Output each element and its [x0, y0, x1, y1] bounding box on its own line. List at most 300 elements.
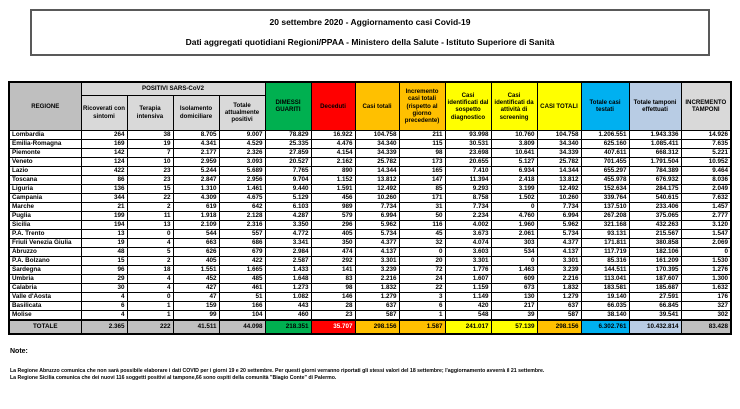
- value-cell: 6.302.761: [581, 320, 629, 334]
- value-cell: 456: [311, 193, 355, 202]
- value-cell: 23.698: [445, 148, 491, 157]
- table-row: [9, 274, 731, 283]
- table-row: [9, 130, 731, 139]
- value-cell: 637: [355, 301, 399, 310]
- value-cell: 455.978: [581, 175, 629, 184]
- value-cell: 35.707: [311, 320, 355, 334]
- value-cell: 989: [311, 202, 355, 211]
- table-row: [9, 157, 731, 166]
- table-row: [9, 229, 731, 238]
- value-cell: 9.704: [265, 175, 311, 184]
- value-cell: 20.655: [445, 157, 491, 166]
- value-cell: 10.641: [491, 148, 537, 157]
- value-cell: 296: [311, 220, 355, 229]
- region-name: Valle d'Aosta: [9, 292, 81, 301]
- value-cell: 13.812: [355, 175, 399, 184]
- value-cell: 10.260: [537, 193, 581, 202]
- value-cell: 4: [127, 283, 173, 292]
- value-cell: 93.998: [445, 130, 491, 139]
- value-cell: 7.734: [537, 202, 581, 211]
- notes-heading: Note:: [10, 347, 28, 355]
- value-cell: 27.591: [629, 292, 681, 301]
- value-cell: 1.149: [445, 292, 491, 301]
- value-cell: 609: [491, 274, 537, 283]
- region-name: Friuli Venezia Giulia: [9, 238, 81, 247]
- value-cell: 1.943.336: [629, 130, 681, 139]
- col-header-casi-totali: Casi totali: [355, 82, 399, 130]
- value-cell: 165: [399, 166, 445, 175]
- region-name: Piemonte: [9, 148, 81, 157]
- value-cell: 1.300: [681, 274, 731, 283]
- value-cell: 16.922: [311, 130, 355, 139]
- value-cell: 7.635: [681, 139, 731, 148]
- value-cell: 27.859: [265, 148, 311, 157]
- value-cell: 642: [219, 202, 265, 211]
- value-cell: 169: [81, 139, 127, 148]
- value-cell: 1.273: [265, 283, 311, 292]
- value-cell: 144.511: [581, 265, 629, 274]
- value-cell: 10.260: [355, 193, 399, 202]
- note-line-abruzzo: La Regione Abruzzo comunica che non sarà possibile elaborare i dati COVID per i giorni 19 e 20 settembre. Per questi giorni verranno riportati gli stessi valori del 18 settembre; l'aggiornamento avverrà il 21 settembre.: [10, 367, 545, 374]
- value-cell: 0: [681, 247, 731, 256]
- value-cell: 7.734: [445, 202, 491, 211]
- value-cell: 4.377: [355, 238, 399, 247]
- col-header-ricoverati: Ricoverati con sintomi: [81, 95, 127, 130]
- value-cell: 57.139: [491, 320, 537, 334]
- value-cell: 6.994: [355, 211, 399, 220]
- value-cell: 99: [173, 310, 219, 320]
- value-cell: 375.065: [629, 211, 681, 220]
- value-cell: 176: [681, 292, 731, 301]
- value-cell: 2.365: [81, 320, 127, 334]
- value-cell: 25.335: [265, 139, 311, 148]
- value-cell: 5.221: [681, 148, 731, 157]
- table-row: [9, 292, 731, 301]
- value-cell: 13: [127, 220, 173, 229]
- value-cell: 587: [537, 310, 581, 320]
- region-name: Marche: [9, 202, 81, 211]
- region-name: Veneto: [9, 157, 81, 166]
- value-cell: 2.959: [173, 157, 219, 166]
- value-cell: 8.705: [173, 130, 219, 139]
- value-cell: 142: [81, 148, 127, 157]
- value-cell: 22: [127, 193, 173, 202]
- value-cell: 1.607: [445, 274, 491, 283]
- notes-section: [10, 348, 740, 382]
- value-cell: 432.263: [629, 220, 681, 229]
- value-cell: 679: [219, 247, 265, 256]
- value-cell: 7.632: [681, 193, 731, 202]
- value-cell: 104: [219, 310, 265, 320]
- value-cell: 461: [219, 283, 265, 292]
- col-header-sospetto-diagnostico: Casi identificati dal sospetto diagnostico: [445, 82, 491, 130]
- value-cell: 1.085.411: [629, 139, 681, 148]
- value-cell: 4: [127, 274, 173, 283]
- value-cell: 673: [491, 283, 537, 292]
- col-header-terapia-intensiva: Terapia intensiva: [127, 95, 173, 130]
- region-name: Lazio: [9, 166, 81, 175]
- value-cell: 34.340: [537, 139, 581, 148]
- value-cell: 217: [491, 301, 537, 310]
- value-cell: 170.395: [629, 265, 681, 274]
- value-cell: 2.777: [681, 211, 731, 220]
- value-cell: 7.410: [445, 166, 491, 175]
- value-cell: 587: [355, 310, 399, 320]
- value-cell: 72: [399, 265, 445, 274]
- value-cell: 117.719: [581, 247, 629, 256]
- value-cell: 1: [127, 301, 173, 310]
- region-name: P.A. Bolzano: [9, 256, 81, 265]
- value-cell: 233.406: [629, 202, 681, 211]
- value-cell: 1.530: [681, 256, 731, 265]
- value-cell: 544: [173, 229, 219, 238]
- value-cell: 302: [681, 310, 731, 320]
- bulletin-subtitle: Dati aggregati quotidiani Regioni/PPAA - Ministero della Salute - Istituto Superiore di Sanità: [185, 36, 555, 47]
- value-cell: 540.615: [629, 193, 681, 202]
- header-row-group: [9, 82, 731, 95]
- value-cell: 1.960: [491, 220, 537, 229]
- value-cell: 14.344: [537, 166, 581, 175]
- value-cell: 14.344: [355, 166, 399, 175]
- value-cell: 5.689: [219, 166, 265, 175]
- value-cell: 701.455: [581, 157, 629, 166]
- value-cell: 136: [81, 184, 127, 193]
- value-cell: 3.673: [445, 229, 491, 238]
- value-cell: 2.128: [219, 211, 265, 220]
- value-cell: 4.377: [537, 238, 581, 247]
- value-cell: 5.244: [173, 166, 219, 175]
- value-cell: 98: [399, 148, 445, 157]
- value-cell: 6.934: [491, 166, 537, 175]
- value-cell: 124: [81, 157, 127, 166]
- value-cell: 443: [265, 301, 311, 310]
- value-cell: 663: [173, 238, 219, 247]
- value-cell: 327: [681, 301, 731, 310]
- value-cell: 5: [127, 247, 173, 256]
- value-cell: 3.093: [219, 157, 265, 166]
- value-cell: 171.811: [581, 238, 629, 247]
- value-cell: 9.464: [681, 166, 731, 175]
- value-cell: 380.858: [629, 238, 681, 247]
- value-cell: 1: [399, 310, 445, 320]
- value-cell: 241.017: [445, 320, 491, 334]
- value-cell: 676.932: [629, 175, 681, 184]
- value-cell: 66.035: [581, 301, 629, 310]
- value-cell: 339.764: [581, 193, 629, 202]
- value-cell: 113.041: [581, 274, 629, 283]
- col-group-positivi: POSITIVI SARS-CoV2: [81, 82, 265, 95]
- value-cell: 85: [399, 184, 445, 193]
- value-cell: 626: [173, 247, 219, 256]
- table-row: [9, 238, 731, 247]
- value-cell: 211: [399, 130, 445, 139]
- value-cell: 3.199: [491, 184, 537, 193]
- value-cell: 5.734: [537, 229, 581, 238]
- value-cell: 8.758: [445, 193, 491, 202]
- value-cell: 3.341: [265, 238, 311, 247]
- value-cell: 183.581: [581, 283, 629, 292]
- value-cell: 4.675: [219, 193, 265, 202]
- table-row: [9, 184, 731, 193]
- col-header-deceduti: Deceduti: [311, 82, 355, 130]
- table-row: [9, 283, 731, 292]
- value-cell: 407.611: [581, 148, 629, 157]
- value-cell: 267.208: [581, 211, 629, 220]
- value-cell: 534: [491, 247, 537, 256]
- col-header-incremento-tamponi: INCREMENTO TAMPONI: [681, 82, 731, 130]
- value-cell: 2.956: [219, 175, 265, 184]
- value-cell: 23: [127, 175, 173, 184]
- value-cell: 48: [81, 247, 127, 256]
- value-cell: 130: [491, 292, 537, 301]
- value-cell: 579: [311, 211, 355, 220]
- bulletin-title: 20 settembre 2020 - Aggiornamento casi Covid-19: [269, 17, 471, 27]
- value-cell: 1.547: [681, 229, 731, 238]
- value-cell: 784.389: [629, 166, 681, 175]
- table-row: [9, 148, 731, 157]
- value-cell: 5.129: [265, 193, 311, 202]
- value-cell: 3.809: [491, 139, 537, 148]
- value-cell: 264: [81, 130, 127, 139]
- value-cell: 104.758: [355, 130, 399, 139]
- value-cell: 13: [81, 229, 127, 238]
- value-cell: 3.120: [681, 220, 731, 229]
- value-cell: 2.069: [681, 238, 731, 247]
- value-cell: 4.074: [445, 238, 491, 247]
- value-cell: 6: [399, 301, 445, 310]
- value-cell: 2.316: [219, 220, 265, 229]
- value-cell: 161.209: [629, 256, 681, 265]
- value-cell: 10.432.814: [629, 320, 681, 334]
- value-cell: 166: [219, 301, 265, 310]
- value-cell: 86: [81, 175, 127, 184]
- value-cell: 39.541: [629, 310, 681, 320]
- value-cell: 452: [173, 274, 219, 283]
- value-cell: 34.340: [355, 139, 399, 148]
- value-cell: 350: [311, 238, 355, 247]
- value-cell: 1.159: [445, 283, 491, 292]
- value-cell: 38: [127, 130, 173, 139]
- table-row: [9, 310, 731, 320]
- value-cell: 115: [399, 139, 445, 148]
- value-cell: 159: [173, 301, 219, 310]
- value-cell: 5.127: [491, 157, 537, 166]
- value-cell: 4.002: [445, 220, 491, 229]
- value-cell: 78.829: [265, 130, 311, 139]
- value-cell: 2.587: [265, 256, 311, 265]
- value-cell: 12.492: [355, 184, 399, 193]
- value-cell: 557: [219, 229, 265, 238]
- value-cell: 45: [399, 229, 445, 238]
- region-name: Abruzzo: [9, 247, 81, 256]
- value-cell: 19.140: [581, 292, 629, 301]
- value-cell: 3.350: [265, 220, 311, 229]
- value-cell: 284.175: [629, 184, 681, 193]
- value-cell: 12.492: [537, 184, 581, 193]
- value-cell: 2.162: [311, 157, 355, 166]
- table-row: [9, 247, 731, 256]
- covid-data-table: [8, 81, 732, 335]
- table-row: [9, 265, 731, 274]
- table-row: [9, 175, 731, 184]
- value-cell: 2.061: [491, 229, 537, 238]
- value-cell: 1.665: [219, 265, 265, 274]
- value-cell: 890: [311, 166, 355, 175]
- value-cell: 686: [219, 238, 265, 247]
- table-row: [9, 211, 731, 220]
- value-cell: 1.279: [537, 292, 581, 301]
- value-cell: 93.131: [581, 229, 629, 238]
- col-header-screening: Casi identificati da attività di screening: [491, 82, 537, 130]
- value-cell: 460: [265, 310, 311, 320]
- value-cell: 474: [311, 247, 355, 256]
- region-name: Puglia: [9, 211, 81, 220]
- value-cell: 1.648: [265, 274, 311, 283]
- value-cell: 2.418: [491, 175, 537, 184]
- value-cell: 19: [127, 139, 173, 148]
- value-cell: 4: [81, 310, 127, 320]
- value-cell: 218.351: [265, 320, 311, 334]
- value-cell: 182.106: [629, 247, 681, 256]
- value-cell: 8.036: [681, 175, 731, 184]
- value-cell: 44.098: [219, 320, 265, 334]
- note-lines: [10, 368, 740, 382]
- value-cell: 0: [399, 247, 445, 256]
- value-cell: 4.137: [537, 247, 581, 256]
- value-cell: 2.326: [219, 148, 265, 157]
- value-cell: 34.339: [355, 148, 399, 157]
- region-name: Calabria: [9, 283, 81, 292]
- region-name: P.A. Trento: [9, 229, 81, 238]
- table-row: [9, 166, 731, 175]
- col-header-attualmente-positivi: Totale attualmente positivi: [219, 95, 265, 130]
- value-cell: 9.440: [265, 184, 311, 193]
- totale-label: TOTALE: [9, 320, 81, 334]
- region-name: Campania: [9, 193, 81, 202]
- value-cell: 11.394: [445, 175, 491, 184]
- value-cell: 3.603: [445, 247, 491, 256]
- value-cell: 298.156: [537, 320, 581, 334]
- value-cell: 34.339: [537, 148, 581, 157]
- value-cell: 104.758: [537, 130, 581, 139]
- value-cell: 1.279: [355, 292, 399, 301]
- value-cell: 41.511: [173, 320, 219, 334]
- value-cell: 11: [127, 211, 173, 220]
- value-cell: 0: [491, 256, 537, 265]
- value-cell: 1.276: [681, 265, 731, 274]
- value-cell: 1: [127, 310, 173, 320]
- value-cell: 23: [127, 166, 173, 175]
- table-row: [9, 256, 731, 265]
- value-cell: 1.551: [173, 265, 219, 274]
- value-cell: 9.007: [219, 130, 265, 139]
- value-cell: 30: [81, 283, 127, 292]
- value-cell: 422: [219, 256, 265, 265]
- value-cell: 96: [81, 265, 127, 274]
- value-cell: 625.160: [581, 139, 629, 148]
- value-cell: 1.461: [219, 184, 265, 193]
- value-cell: 0: [127, 292, 173, 301]
- value-cell: 1.632: [681, 283, 731, 292]
- note-line-sicilia: La Regione Sicilia comunica che dei nuovi 116 soggetti positivi al tampone,66 sono ospiti della comunità "Biagio Conte" di Palermo.: [10, 374, 337, 381]
- value-cell: 38.140: [581, 310, 629, 320]
- value-cell: 1.206.551: [581, 130, 629, 139]
- value-cell: 21: [81, 202, 127, 211]
- table-row: [9, 301, 731, 310]
- value-cell: 619: [173, 202, 219, 211]
- value-cell: 141: [311, 265, 355, 274]
- value-cell: 3.301: [355, 256, 399, 265]
- value-cell: 422: [81, 166, 127, 175]
- value-cell: 7: [127, 148, 173, 157]
- value-cell: 83: [311, 274, 355, 283]
- value-cell: 303: [491, 238, 537, 247]
- value-cell: 1.433: [265, 265, 311, 274]
- table-body: [9, 130, 731, 334]
- value-cell: 116: [399, 220, 445, 229]
- value-cell: 23: [311, 310, 355, 320]
- value-cell: 1.587: [399, 320, 445, 334]
- value-cell: 3: [399, 292, 445, 301]
- region-name: Basilicata: [9, 301, 81, 310]
- value-cell: 31: [399, 202, 445, 211]
- value-cell: 485: [219, 274, 265, 283]
- value-cell: 4.476: [311, 139, 355, 148]
- value-cell: 39: [491, 310, 537, 320]
- table-row: [9, 139, 731, 148]
- value-cell: 51: [219, 292, 265, 301]
- value-cell: 4: [127, 238, 173, 247]
- value-cell: 4.287: [265, 211, 311, 220]
- value-cell: 298.156: [355, 320, 399, 334]
- value-cell: 1.776: [445, 265, 491, 274]
- value-cell: 7.734: [355, 202, 399, 211]
- value-cell: 6: [81, 301, 127, 310]
- value-cell: 1.463: [491, 265, 537, 274]
- value-cell: 2.216: [355, 274, 399, 283]
- value-cell: 50: [399, 211, 445, 220]
- value-cell: 2.216: [537, 274, 581, 283]
- value-cell: 4.137: [355, 247, 399, 256]
- value-cell: 1.152: [311, 175, 355, 184]
- value-cell: 146: [311, 292, 355, 301]
- value-cell: 2.177: [173, 148, 219, 157]
- value-cell: 222: [127, 320, 173, 334]
- value-cell: 1.591: [311, 184, 355, 193]
- value-cell: 3.301: [445, 256, 491, 265]
- value-cell: 10: [127, 157, 173, 166]
- value-cell: 25.782: [355, 157, 399, 166]
- value-cell: 4.529: [219, 139, 265, 148]
- value-cell: 5.962: [355, 220, 399, 229]
- col-header-casi-testati: Totale casi testati: [581, 82, 629, 130]
- value-cell: 4.772: [265, 229, 311, 238]
- value-cell: 1.832: [355, 283, 399, 292]
- value-cell: 668.312: [629, 148, 681, 157]
- value-cell: 20.527: [265, 157, 311, 166]
- value-cell: 171: [399, 193, 445, 202]
- totale-row: [9, 320, 731, 334]
- value-cell: 185.687: [629, 283, 681, 292]
- value-cell: 655.297: [581, 166, 629, 175]
- value-cell: 18: [127, 265, 173, 274]
- region-name: Emilia-Romagna: [9, 139, 81, 148]
- value-cell: 28: [311, 301, 355, 310]
- value-cell: 4.309: [173, 193, 219, 202]
- value-cell: 6.994: [537, 211, 581, 220]
- value-cell: 15: [127, 184, 173, 193]
- value-cell: 4.341: [173, 139, 219, 148]
